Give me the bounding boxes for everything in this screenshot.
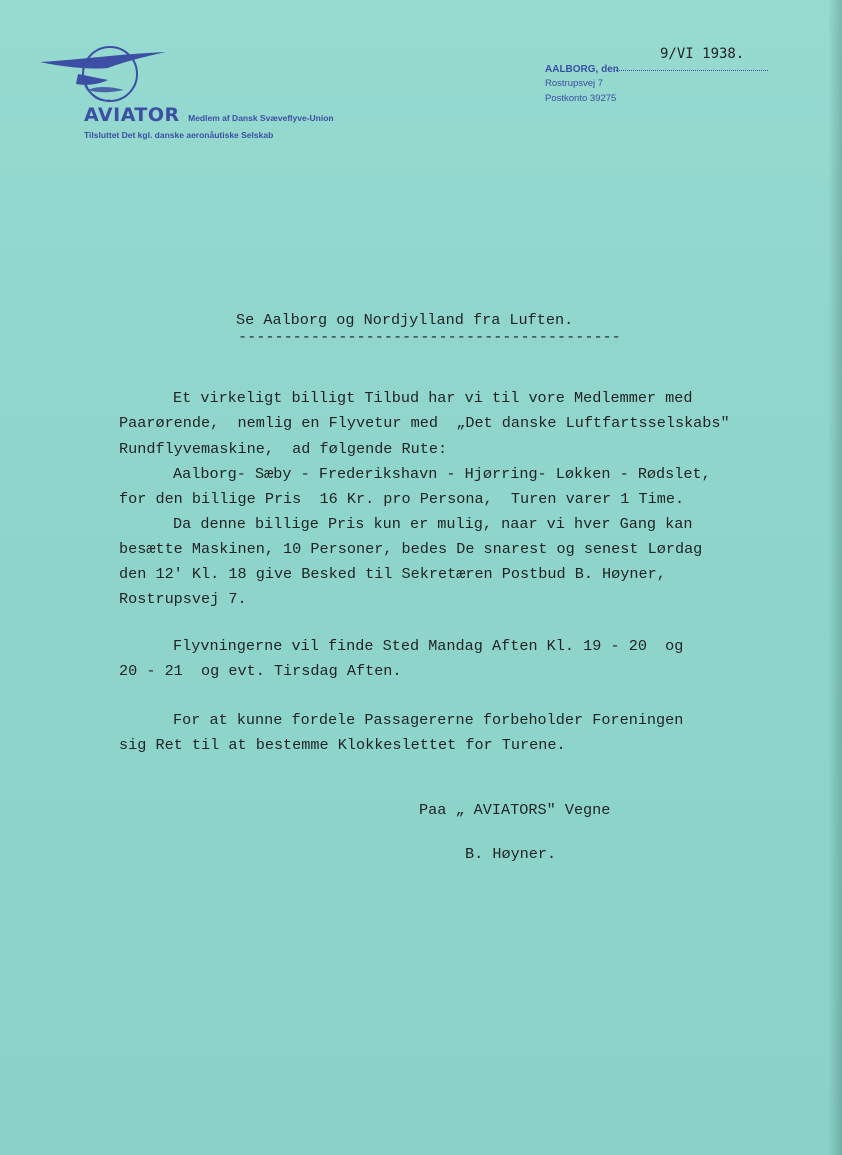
title-underline: ------------------------------------------ [238,328,621,346]
body-line: Rostrupsvej 7. [119,590,247,608]
body-line: for den billige Pris 16 Kr. pro Persona, Turen varer 1 Time. [119,490,685,508]
body-line: Da denne billige Pris kun er mulig, naar vi hver Gang kan [173,515,693,533]
body-line: For at kunne fordele Passagererne forbeholder Foreningen [173,711,684,729]
city-label: AALBORG, den [545,64,619,75]
street-address: Rostrupsvej 7 [545,78,604,89]
body-line: den 12' Kl. 18 give Besked til Sekretæren Postbud B. Høyner, [119,565,666,583]
body-line: besætte Maskinen, 10 Personer, bedes De snarest og senest Lørdag [119,540,703,558]
body-line: Rundflyvemaskine, ad følgende Rute: [119,440,448,458]
page-edge-shadow [828,0,842,1155]
letter-title: Se Aalborg og Nordjylland fra Luften. [236,311,574,329]
date-dotted-line [616,70,768,71]
letterhead-brand [84,104,334,126]
brand-name: AVIATOR [84,104,180,126]
body-line: Flyvningerne vil finde Sted Mandag Aften Kl. 19 - 20 og [173,637,684,655]
aviator-logo-icon [38,40,168,110]
body-line: Aalborg- Sæby - Frederikshavn - Hjørring- Løkken - Rødslet, [173,465,711,483]
brand-subtitle: Medlem af Dansk Svæveflyve-Union [188,113,334,123]
body-line: Paarørende, nemlig en Flyvetur med „Det danske Luftfartsselskabs" [119,414,730,432]
closing-line: Paa „ AVIATORS" Vegne [419,801,611,819]
body-line: sig Ret til at bestemme Klokkeslettet for Turene. [119,736,566,754]
postkonto: Postkonto 39275 [545,93,617,104]
letter-date: 9/VI 1938. [660,46,745,62]
body-line: 20 - 21 og evt. Tirsdag Aften. [119,662,402,680]
body-line: Et virkeligt billigt Tilbud har vi til vore Medlemmer med [173,389,693,407]
signature: B. Høyner. [465,845,557,863]
brand-affiliation: Tilsluttet Det kgl. danske aeronåutiske Selskab [84,130,274,140]
